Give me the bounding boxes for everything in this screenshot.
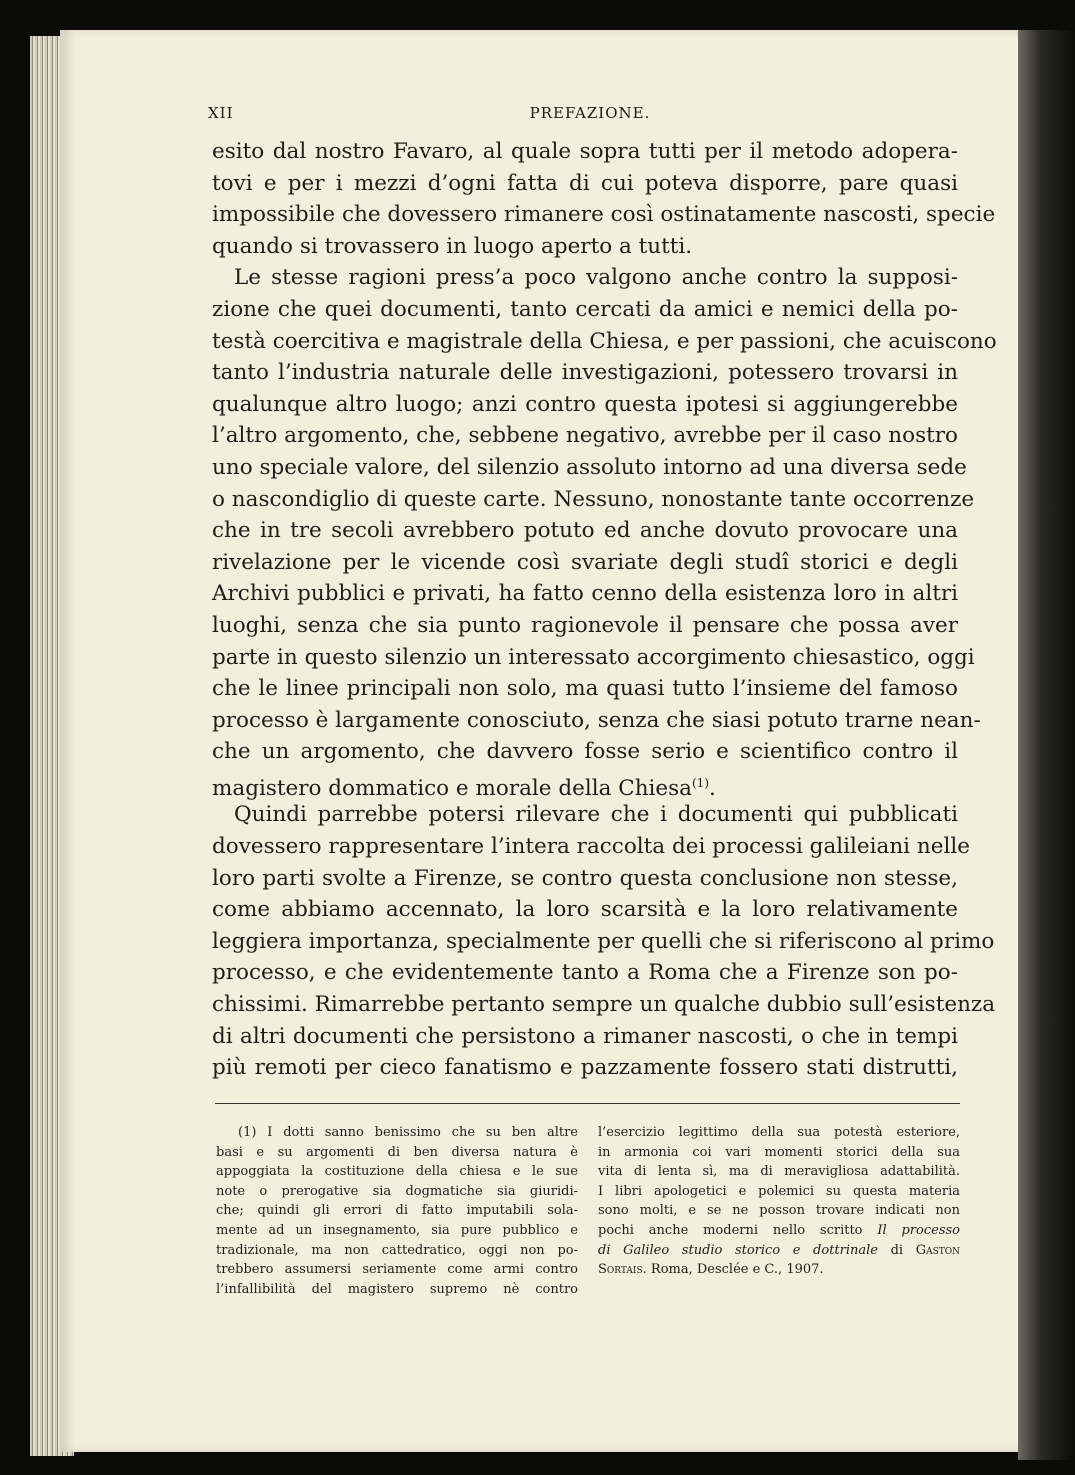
line-text: trebbero assumersi seriamente come armi contro: [216, 1262, 578, 1278]
text-line: [598, 1201, 960, 1221]
text-line: [212, 799, 958, 831]
author-name: Gaston: [915, 1242, 961, 1258]
line-text: sono molti, e se ne posson trovare indicati non: [598, 1203, 960, 1219]
text-line: [212, 831, 970, 863]
text-line: [216, 1280, 578, 1300]
text-line: [212, 989, 996, 1021]
line-text: che un argomento, che davvero fosse serio e scientifico contro il: [212, 739, 958, 765]
text-line: [212, 515, 958, 547]
text-line: [212, 673, 958, 705]
line-text: quando si trovassero in luogo aperto a tutti.: [212, 233, 693, 259]
line-text: note o prerogative sia dogmatiche sia giuridi-: [216, 1183, 578, 1199]
line-text: di: [890, 1242, 904, 1258]
text-line: [216, 1260, 578, 1280]
line-text: che le linee principali non solo, ma quasi tutto l’insieme del famoso: [212, 676, 958, 702]
line-text: uno speciale valore, del silenzio assoluto intorno ad una diversa sede: [212, 454, 967, 480]
line-text: che in tre secoli avrebbero potuto ed anche dovuto provocare una: [212, 518, 958, 544]
text-line: [212, 136, 958, 168]
text-line: [212, 926, 995, 958]
footnote-left-column: [216, 1123, 578, 1299]
text-line: [212, 357, 958, 389]
page-number: XII: [208, 104, 234, 122]
line-text: come abbiamo accennato, la loro scarsità e la loro relativamente: [212, 897, 958, 923]
text-line: [212, 1021, 958, 1053]
line-text: .: [709, 775, 716, 801]
line-text: processo, e che evidentemente tanto a Roma che a Firenze son po-: [212, 960, 958, 986]
text-line: [216, 1221, 578, 1241]
line-text: l’esercizio legittimo della sua potestà esteriore,: [598, 1125, 960, 1140]
text-line: [212, 420, 958, 452]
text-line: [212, 642, 975, 674]
footnote-rule: [215, 1103, 960, 1104]
line-text: chissimi. Rimarrebbe pertanto sempre un qualche dubbio sull’esistenza: [212, 992, 996, 1018]
text-line: [212, 452, 967, 484]
text-line: [212, 262, 958, 294]
line-text: in armonia coi vari momenti storici della sua: [598, 1144, 960, 1160]
text-line: [212, 547, 958, 579]
text-line: [212, 894, 958, 926]
text-line: [216, 1162, 578, 1182]
line-text: mente ad un insegnamento, sia pure pubblico e: [216, 1222, 578, 1238]
line-text: pochi anche moderni nello scritto: [598, 1222, 863, 1238]
text-line: [212, 231, 958, 263]
line-text: tradizionale, ma non cattedratico, oggi non po-: [216, 1242, 578, 1258]
text-line: [212, 768, 958, 800]
text-line: [212, 168, 958, 200]
line-text: basi e su argomenti di ben diversa natura è: [216, 1144, 578, 1160]
line-text: parte in questo silenzio un interessato accorgimento chiesastico, oggi: [212, 644, 975, 670]
text-line: [598, 1143, 960, 1163]
line-text: dovessero rappresentare l’intera raccolta dei processi galileiani nelle: [212, 834, 970, 860]
body-text: [212, 136, 997, 1084]
running-title: PREFAZIONE.: [529, 104, 651, 122]
italic-title: Il processo: [877, 1222, 960, 1238]
text-line: [212, 736, 958, 768]
text-line: [212, 1052, 958, 1084]
text-line: [212, 957, 958, 989]
text-line: [598, 1260, 960, 1280]
line-text: I libri apologetici e polemici su questa materia: [598, 1183, 960, 1199]
text-line: [216, 1143, 578, 1163]
text-line: [212, 863, 958, 895]
text-line: [212, 199, 996, 231]
line-text: (1) I dotti sanno benissimo che su ben altre: [238, 1125, 578, 1140]
line-text: leggiera importanza, specialmente per quelli che si riferiscono al primo: [212, 928, 995, 954]
line-text: che; quindi gli errori di fatto imputabili sola-: [216, 1203, 578, 1219]
text-line: [212, 610, 958, 642]
line-text: impossibile che dovessero rimanere così ostinatamente nascosti, specie: [212, 202, 996, 228]
line-text: Quindi parrebbe potersi rilevare che i documenti qui pubblicati: [234, 802, 958, 828]
line-text: vita di lenta sì, ma di meravigliosa adattabilità.: [598, 1164, 960, 1180]
text-line: [216, 1241, 578, 1261]
line-text: zione che quei documenti, tanto cercati da amici e nemici della po-: [212, 296, 958, 322]
text-line: [212, 389, 958, 421]
line-text: luoghi, senza che sia punto ragionevole il pensare che possa aver: [212, 612, 958, 638]
line-text: testà coercitiva e magistrale della Chiesa, e per passioni, che acuiscono: [212, 328, 997, 354]
text-line: [598, 1241, 960, 1261]
line-text: loro parti svolte a Firenze, se contro questa conclusione non stesse,: [212, 865, 958, 891]
line-text: processo è largamente conosciuto, senza che siasi potuto trarne nean-: [212, 707, 981, 733]
footnote-marker: (1): [692, 775, 709, 790]
line-text: l’infallibilità del magistero supremo nè contro: [216, 1281, 578, 1297]
line-text: Archivi pubblici e privati, ha fatto cenno della esistenza loro in altri: [212, 581, 958, 607]
line-text: di altri documenti che persistono a rimaner nascosti, o che in tempi: [212, 1023, 958, 1049]
text-line: [598, 1123, 960, 1143]
line-text: rivelazione per le vicende così svariate degli studî storici e degli: [212, 549, 958, 575]
line-text: l’altro argomento, che, sebbene negativo, avrebbe per il caso nostro: [212, 423, 958, 449]
footnote-right-column: [598, 1123, 960, 1280]
line-text: qualunque altro luogo; anzi contro questa ipotesi si aggiungerebbe: [212, 391, 958, 417]
text-line: [216, 1123, 578, 1143]
line-text: più remoti per cieco fanatismo e pazzamente fossero stati distrutti,: [212, 1055, 958, 1081]
italic-title: di Galileo studio storico e dottrinale: [598, 1242, 878, 1258]
text-line: [598, 1162, 960, 1182]
text-line: [212, 326, 997, 358]
line-text: appoggiata la costituzione della chiesa e le sue: [216, 1164, 578, 1180]
line-text: magistero dommatico e morale della Chiesa: [212, 775, 692, 801]
binding-shadow: [1018, 30, 1075, 1460]
text-line: [212, 705, 981, 737]
text-line: [598, 1221, 960, 1241]
author-name: Sortais.: [598, 1262, 647, 1278]
line-text: esito dal nostro Favaro, al quale sopra tutti per il metodo adopera-: [212, 139, 958, 164]
text-line: [598, 1182, 960, 1202]
text-line: [212, 578, 958, 610]
line-text: tovi e per i mezzi d’ogni fatta di cui poteva disporre, pare quasi: [212, 170, 958, 196]
line-text: Le stesse ragioni press’a poco valgono anche contro la supposi-: [234, 265, 958, 291]
line-text: Roma, Desclée e C., 1907.: [650, 1262, 824, 1278]
text-line: [212, 484, 975, 516]
text-line: [212, 294, 958, 326]
line-text: o nascondiglio di queste carte. Nessuno, nonostante tante occorrenze: [212, 486, 975, 512]
text-line: [216, 1182, 578, 1202]
line-text: tanto l’industria naturale delle investigazioni, potessero trovarsi in: [212, 360, 958, 386]
text-line: [216, 1201, 578, 1221]
